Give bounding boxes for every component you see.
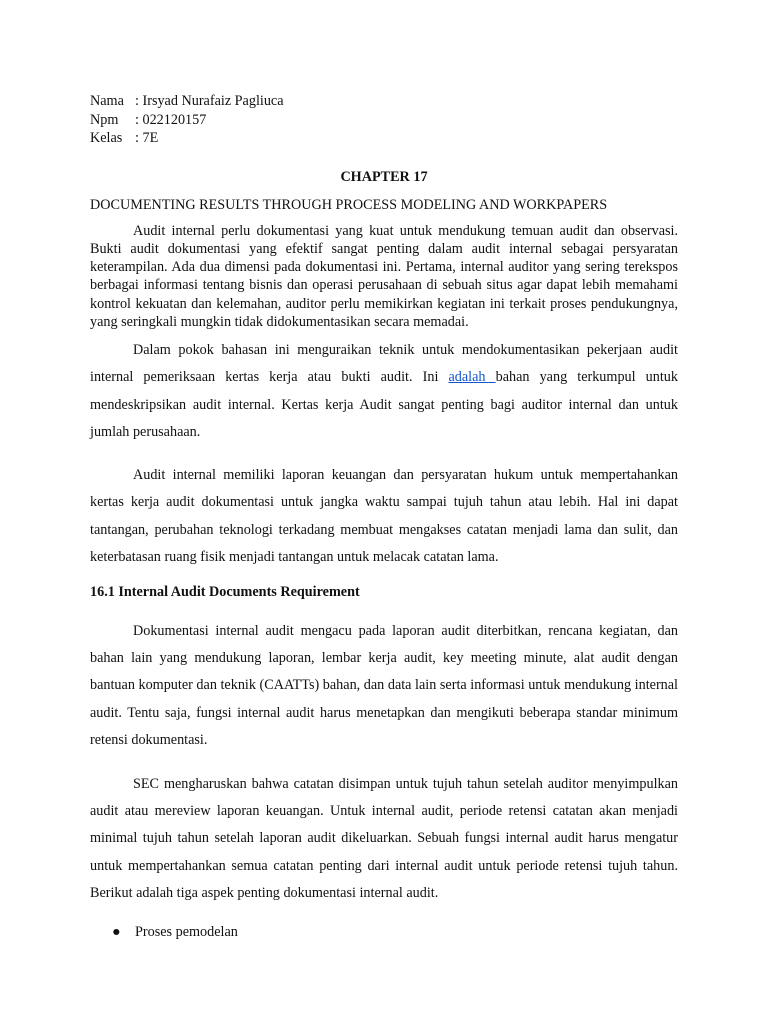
class-label: Kelas: [90, 130, 123, 146]
npm-value: : 022120157: [135, 111, 207, 128]
paragraph-topic-text-2: bahan yang terkumpul untuk mendeskripsikan audit internal. Kertas kerja Audit sangat penting bagi auditor internal dan untuk jumlah perusahaan.: [90, 369, 678, 440]
paragraph-topic-text-1: Dalam pokok bahasan ini menguraikan teknik untuk mendokumentasikan pekerjaan audit internal pemeriksaan kertas kerja atau bukti audit. Ini: [90, 342, 678, 386]
list-item: [90, 923, 678, 941]
class-value: : 7E: [135, 130, 159, 146]
npm-row: [90, 111, 678, 130]
student-identity: [90, 92, 678, 148]
name-value: : Irsyad Nurafaiz Pagliuca: [135, 93, 284, 109]
chapter-title: CHAPTER 17: [340, 168, 428, 185]
section-heading: 16.1 Internal Audit Documents Requirement: [90, 583, 360, 600]
name-row: [90, 92, 678, 111]
adalah-link[interactable]: adalah: [448, 369, 496, 386]
list-item-text: Proses pemodelan: [135, 923, 238, 940]
npm-label: Npm: [90, 111, 119, 128]
chapter-subtitle: DOCUMENTING RESULTS THROUGH PROCESS MODELING AND WORKPAPERS: [90, 196, 608, 213]
bullet-icon: ●: [112, 923, 121, 940]
paragraph-intro: Audit internal perlu dokumentasi yang kuat untuk mendukung temuan audit dan observasi. Bukti audit dokumentasi yang efektif sangat penting dalam audit internal sebagai persyaratan keterampilan. Ada dua dimensi pada dokumentasi ini. Pertama, internal auditor yang sering terekspos berbagai informasi tentang bisnis dan operasi perusahaan di sebuah situs agar dapat lebih memahami kontrol kekuatan dan kelemahan, auditor perlu memikirkan kegiatan ini terkait proses pendukungnya, yang seringkali mungkin tidak didokumentasikan secara memadai.: [90, 222, 678, 330]
paragraph-documentation: Dokumentasi internal audit mengacu pada laporan audit diterbitkan, rencana kegiatan, dan bahan lain yang mendukung laporan, lembar kerja audit, key meeting minute, alat audit dengan bantuan komputer dan teknik (CAATTs) bahan, dan data lain serta informasi untuk mendukung internal audit. Tentu saja, fungsi internal audit harus menetapkan dan mengikuti beberapa standar minimum retensi dokumentasi.: [90, 622, 678, 748]
document-page: [90, 92, 678, 941]
class-row: [90, 129, 678, 148]
name-label: Nama: [90, 93, 124, 109]
paragraph-topic: [90, 337, 678, 446]
paragraph-retention: SEC mengharuskan bahwa catatan disimpan untuk tujuh tahun setelah auditor menyimpulkan audit atau mereview laporan keuangan. Untuk internal audit, periode retensi catatan akan menjadi minimal tujuh tahun setelah laporan audit dikeluarkan. Sebuah fungsi internal audit harus mengatur untuk mempertahankan semua catatan penting dari internal audit untuk periode retensi tujuh tahun. Berikut adalah tiga aspek penting dokumentasi internal audit.: [90, 775, 678, 901]
paragraph-requirements: Audit internal memiliki laporan keuangan dan persyaratan hukum untuk mempertahankan kertas kerja audit dokumentasi untuk jangka waktu sampai tujuh tahun atau lebih. Hal ini dapat tantangan, perubahan teknologi terkadang membuat mengakses catatan menjadi lama dan sulit, dan keterbatasan ruang fisik menjadi tantangan untuk melacak catatan lama.: [90, 467, 678, 565]
